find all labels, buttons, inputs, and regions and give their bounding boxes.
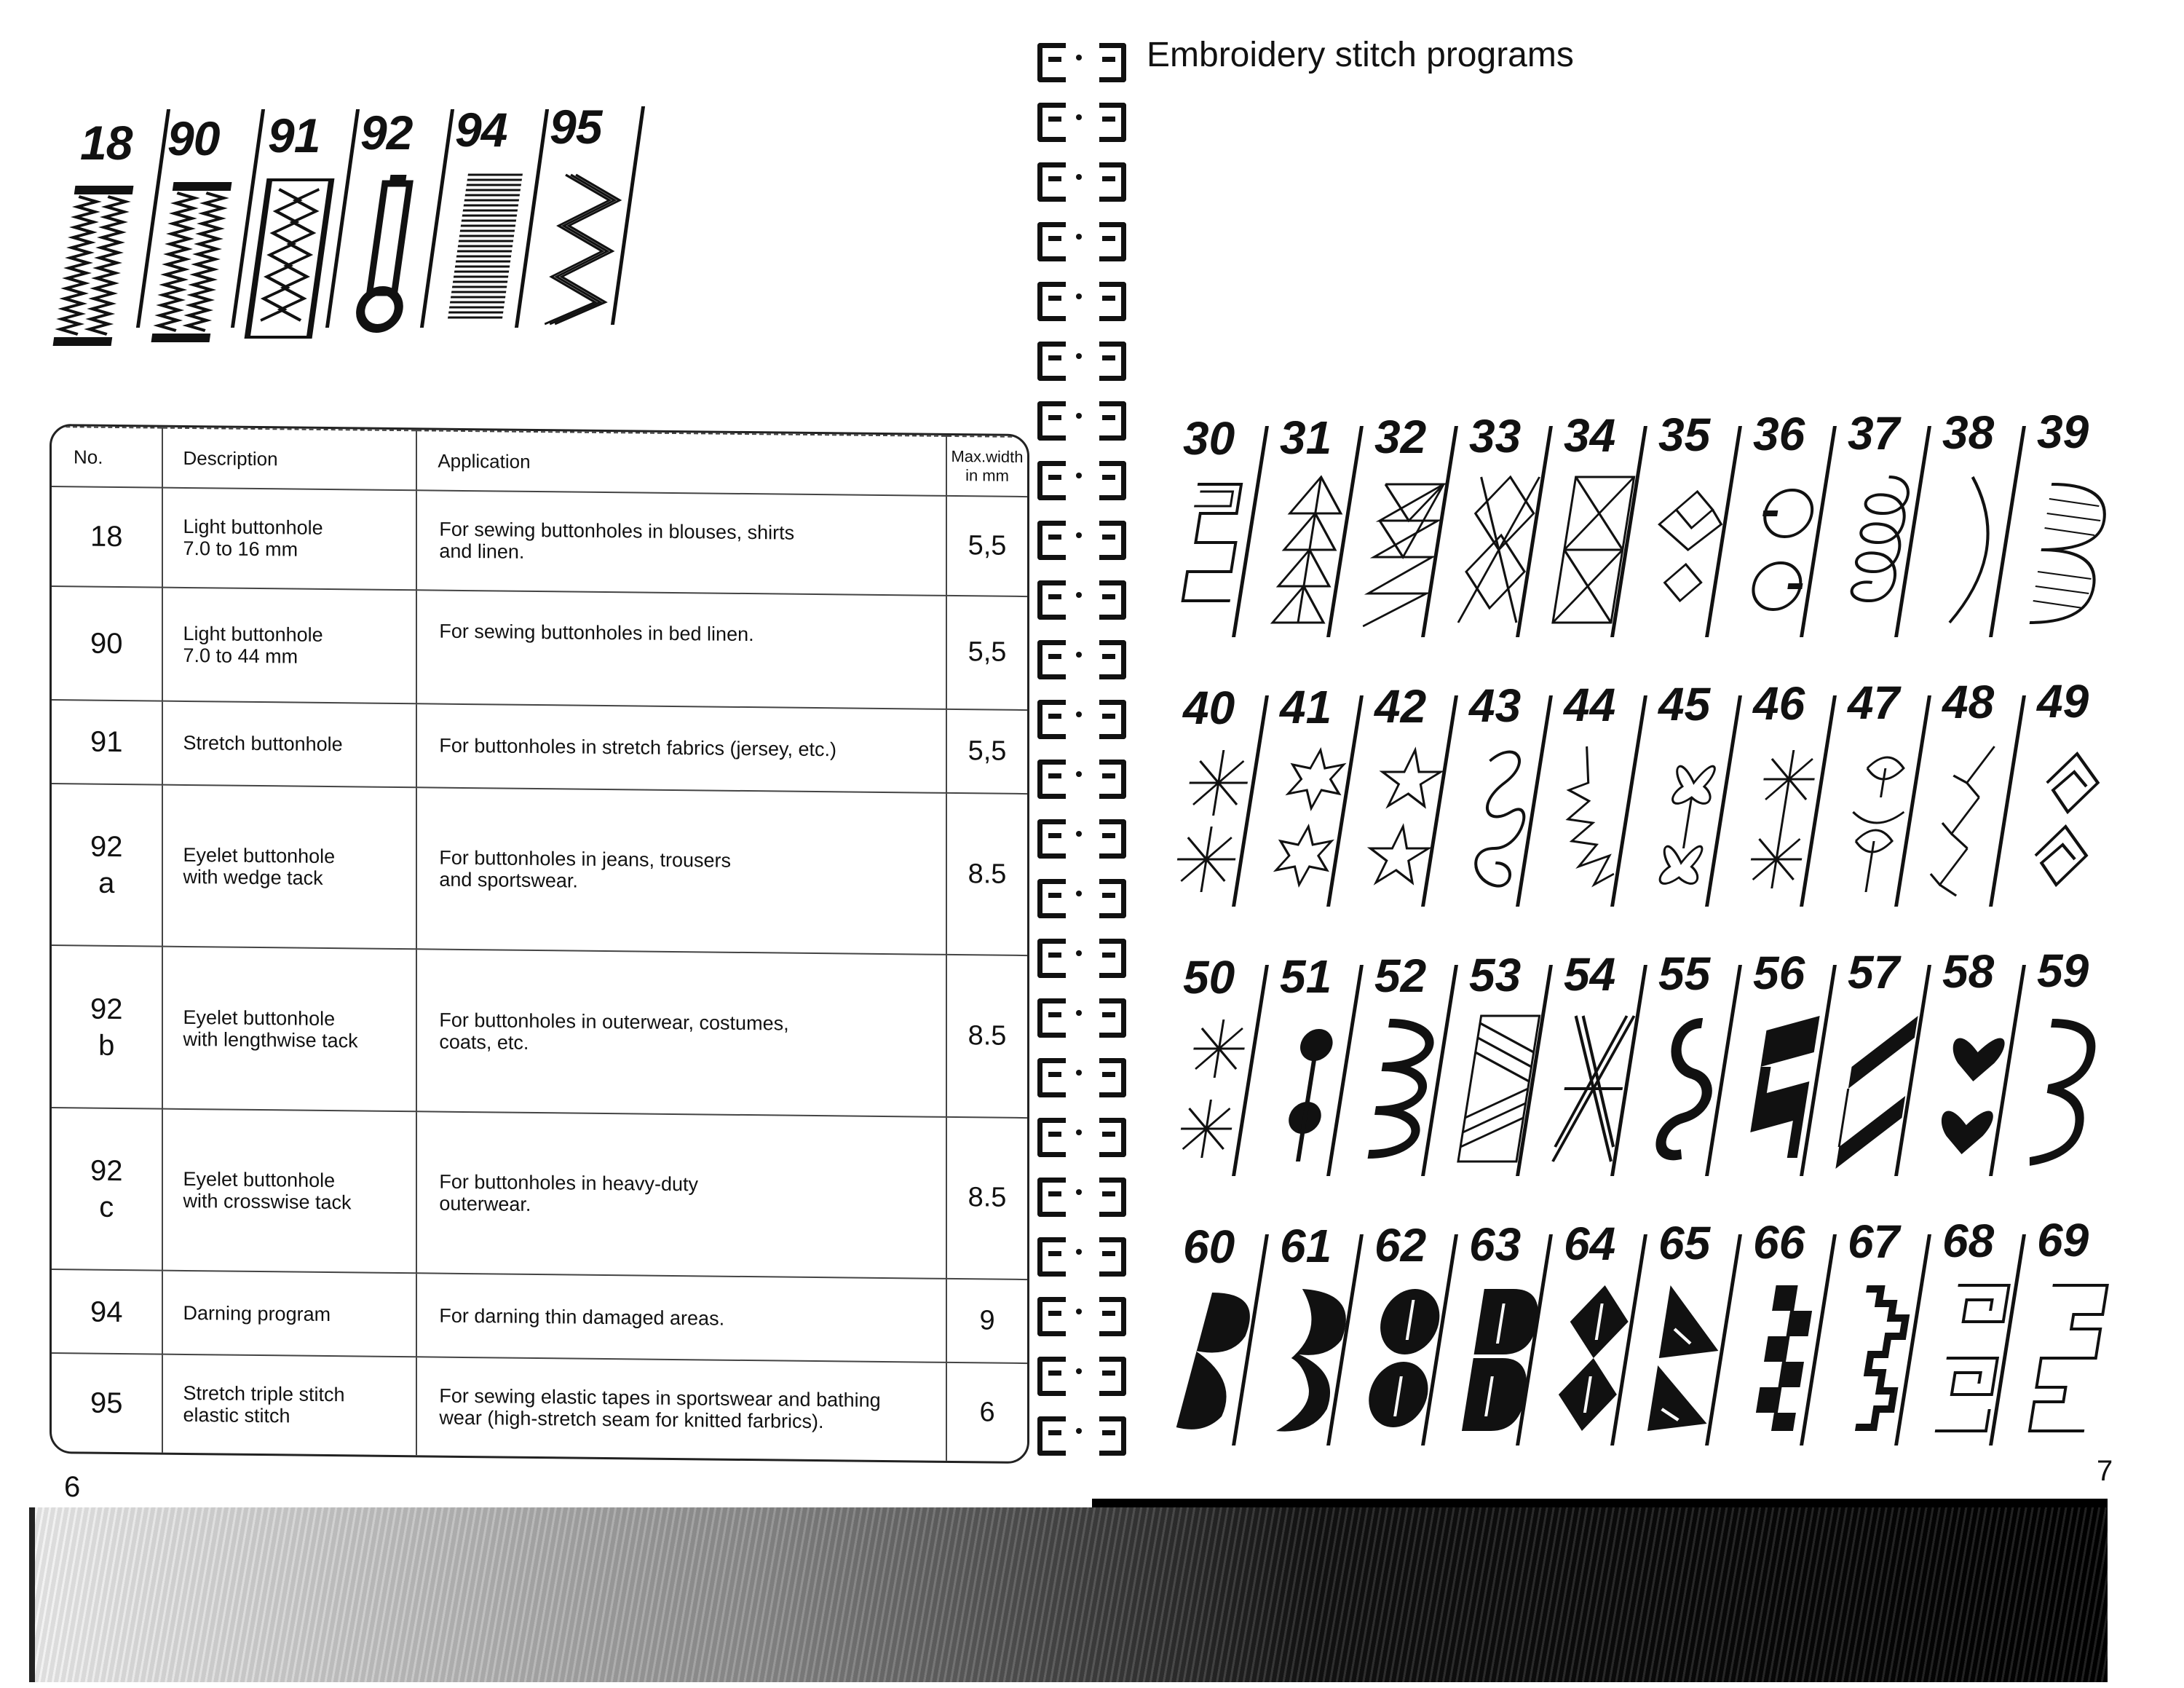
embroidery-row-4: [1165, 1214, 2184, 1460]
stitch-pattern-icon: [1445, 470, 1551, 637]
stitch-number: 59: [2037, 944, 2089, 997]
stitch-pattern-icon: [1540, 1278, 1646, 1446]
stitch-number: 63: [1469, 1218, 1522, 1271]
row-description: Light buttonhole: [183, 622, 323, 646]
table-row: [52, 1353, 1027, 1462]
stitch-pattern-icon: [1159, 470, 1265, 637]
row-number: 92: [90, 830, 123, 864]
row-description-detail: with lengthwise tack: [183, 1028, 358, 1052]
row-max-width: 9: [946, 1279, 1027, 1364]
darning-program-icon: [439, 171, 531, 331]
buttonhole-stretch-icon: [244, 178, 336, 339]
binding-ring: [1034, 100, 1143, 138]
table-row: [52, 945, 1027, 1117]
stitch-number: 66: [1753, 1216, 1805, 1269]
binding-ring: [1034, 458, 1143, 496]
row-application: For sewing buttonholes in bed linen.: [439, 620, 754, 645]
row-number: 90: [90, 627, 123, 660]
stitch-pattern-icon: [1918, 739, 2025, 907]
binding-ring: [1034, 876, 1143, 914]
page-number-left: 6: [64, 1471, 81, 1503]
stitch-pattern-icon: [2013, 1009, 2119, 1176]
binding-ring: [1034, 398, 1143, 436]
eyelet-buttonhole-icon: [342, 175, 434, 335]
binding-ring: [1034, 219, 1143, 257]
row-application: For sewing buttonholes in blouses, shirts: [439, 518, 795, 545]
header-description: Description: [162, 428, 417, 491]
stitch-pattern-icon: [1634, 1009, 1741, 1176]
stitch-number: 38: [1942, 406, 1995, 459]
binding-ring: [1034, 816, 1143, 854]
row-application-cont: outerwear.: [439, 1192, 531, 1215]
binding-ring: [1034, 1234, 1143, 1272]
stitch-number: 45: [1658, 678, 1711, 730]
stitch-pattern-icon: [1350, 1009, 1457, 1176]
stitch-pattern-icon: [1159, 1278, 1265, 1446]
program-number: 90: [167, 111, 220, 165]
stitch-pattern-icon: [1824, 1278, 1930, 1446]
program-number: 18: [80, 116, 132, 170]
program-number: 94: [455, 103, 507, 157]
buttonhole-light-16-icon: [47, 186, 139, 346]
binding-ring: [1034, 1413, 1143, 1451]
stitch-pattern-icon: [1256, 1278, 1362, 1446]
stitch-pattern-icon: [1159, 1009, 1265, 1176]
table-row: [52, 1108, 1027, 1279]
stitch-pattern-icon: [2013, 1278, 2119, 1446]
stitch-number: 44: [1564, 679, 1616, 731]
stitch-number: 49: [2037, 675, 2089, 727]
stitch-number: 64: [1564, 1218, 1616, 1270]
row-description-detail: 7.0 to 44 mm: [183, 644, 298, 668]
stitch-number: 57: [1848, 946, 1900, 998]
program-number: 95: [550, 100, 602, 154]
stitch-pattern-icon: [1634, 1278, 1741, 1446]
stitch-number: 36: [1753, 408, 1805, 460]
row-number: 18: [90, 520, 123, 553]
stitch-number: 40: [1183, 682, 1235, 734]
row-number-suffix: b: [98, 1029, 115, 1062]
binding-ring: [1034, 159, 1143, 197]
stitch-number: 69: [2037, 1214, 2089, 1266]
row-application-cont: wear (high-stretch seam for knitted farbrics).: [439, 1406, 824, 1433]
stitch-pattern-icon: [1256, 739, 1362, 907]
stitch-pattern-icon: [2013, 739, 2119, 907]
row-max-width: 5,5: [946, 496, 1027, 596]
header-max-width: [946, 436, 1027, 497]
stitch-pattern-icon: [1634, 470, 1741, 637]
stitch-pattern-icon: [2013, 470, 2119, 637]
row-description: Light buttonhole: [183, 516, 323, 540]
stitch-number: 65: [1658, 1217, 1711, 1269]
row-number-suffix: c: [99, 1191, 114, 1223]
spiral-binding: [1034, 40, 1143, 1467]
stitch-pattern-icon: [1634, 739, 1741, 907]
binding-ring: [1034, 1354, 1143, 1392]
stitch-pattern-icon: [1350, 1278, 1457, 1446]
stitch-number: 56: [1753, 947, 1805, 999]
row-application: For sewing elastic tapes in sportswear and bathing: [439, 1384, 881, 1412]
row-application: For buttonholes in jeans, trousers: [439, 846, 732, 872]
stitch-number: 30: [1183, 412, 1235, 465]
page-title: Embroidery stitch programs: [1147, 36, 1574, 74]
binding-ring: [1034, 339, 1143, 376]
row-description: Eyelet buttonhole: [183, 844, 336, 868]
table-row: [52, 700, 1027, 794]
page-number-right: 7: [2097, 1455, 2113, 1487]
row-max-width: 8.5: [946, 955, 1027, 1117]
row-number: 94: [90, 1295, 123, 1328]
stitch-pattern-icon: [1729, 470, 1835, 637]
stitch-pattern-icon: [1824, 1009, 1930, 1176]
stitch-pattern-icon: [1824, 739, 1930, 907]
stitch-number: 34: [1564, 409, 1616, 462]
stitch-number: 39: [2037, 406, 2089, 458]
stitch-number: 42: [1374, 680, 1427, 733]
stitch-pattern-icon: [1445, 739, 1551, 907]
table-row: [52, 486, 1027, 596]
row-max-width: 5,5: [946, 709, 1027, 794]
stitch-pattern-icon: [1824, 470, 1930, 637]
row-description: Eyelet buttonhole: [183, 1006, 336, 1030]
row-description: Darning program: [183, 1301, 331, 1325]
stitch-number: 61: [1280, 1220, 1332, 1272]
program-number: 91: [268, 109, 320, 162]
scan-shadow: [29, 1507, 2108, 1682]
row-number-suffix: a: [98, 867, 115, 900]
row-application: For buttonholes in heavy-duty: [439, 1170, 699, 1196]
stitch-number: 68: [1942, 1215, 1995, 1267]
header-no: No.: [52, 427, 162, 488]
stitch-pattern-icon: [1256, 1009, 1362, 1176]
binding-ring: [1034, 518, 1143, 556]
stitch-number: 50: [1183, 951, 1235, 1003]
stitch-number: 55: [1658, 947, 1711, 1000]
table-row: [52, 1269, 1027, 1363]
row-max-width: 6: [946, 1362, 1027, 1462]
stitch-number: 58: [1942, 945, 1995, 998]
stitch-pattern-icon: [1729, 739, 1835, 907]
binding-ring: [1034, 577, 1143, 615]
stitch-number: 52: [1374, 950, 1427, 1002]
stitch-pattern-icon: [1729, 1009, 1835, 1176]
stitch-number: 60: [1183, 1220, 1235, 1273]
row-description-detail: 7.0 to 16 mm: [183, 537, 298, 561]
stitch-pattern-icon: [1350, 470, 1457, 637]
binding-ring: [1034, 1294, 1143, 1332]
row-number: 92: [90, 993, 123, 1025]
binding-ring: [1034, 637, 1143, 675]
stitch-number: 43: [1469, 679, 1522, 732]
buttonhole-light-44-icon: [146, 182, 237, 342]
scan-edge: [29, 1507, 35, 1682]
embroidery-row-2: [1165, 675, 2184, 921]
row-number: 91: [90, 726, 123, 759]
stitch-number: 32: [1374, 411, 1427, 463]
stitch-number: 31: [1280, 411, 1332, 464]
binding-ring: [1034, 757, 1143, 794]
row-number: 92: [90, 1154, 123, 1187]
row-max-width: 8.5: [946, 1117, 1027, 1279]
binding-ring: [1034, 279, 1143, 317]
row-application: For buttonholes in outerwear, costumes,: [439, 1009, 789, 1035]
stitch-pattern-icon: [1918, 470, 2025, 637]
row-max-width: 5,5: [946, 596, 1027, 710]
row-description: Stretch triple stitch: [183, 1382, 345, 1406]
stitch-number: 62: [1374, 1219, 1427, 1271]
stitch-pattern-icon: [1159, 739, 1265, 907]
row-application: For darning thin damaged areas.: [439, 1304, 725, 1330]
buttonhole-program-strip: [51, 95, 648, 342]
binding-ring: [1034, 697, 1143, 735]
row-description: Stretch buttonhole: [183, 732, 343, 756]
binding-ring: [1034, 1115, 1143, 1153]
stitch-number: 41: [1280, 681, 1332, 733]
stitch-pattern-icon: [1445, 1278, 1551, 1446]
binding-ring: [1034, 1055, 1143, 1093]
stitch-number: 33: [1469, 410, 1522, 462]
row-number: 95: [90, 1387, 123, 1420]
row-application-cont: and linen.: [439, 540, 525, 564]
header-max-width-line1: Max.width: [951, 446, 1024, 467]
row-application-cont: and sportswear.: [439, 868, 578, 892]
stitch-number: 35: [1658, 409, 1711, 461]
binding-ring: [1034, 936, 1143, 974]
row-description-detail: with crosswise tack: [183, 1189, 352, 1214]
stitch-pattern-icon: [1540, 470, 1646, 637]
buttonhole-specification-table: [50, 424, 1029, 1464]
table-row: [52, 586, 1027, 710]
stitch-number: 47: [1848, 677, 1900, 729]
stitch-number: 54: [1564, 948, 1616, 1001]
row-description-detail: elastic stitch: [183, 1404, 290, 1427]
stitch-pattern-icon: [1256, 470, 1362, 637]
stitch-pattern-icon: [1918, 1009, 2025, 1176]
binding-ring: [1034, 1175, 1143, 1212]
row-description-detail: with wedge tack: [183, 866, 323, 890]
stitch-number: 48: [1942, 676, 1995, 728]
stitch-pattern-icon: [1540, 1009, 1646, 1176]
binding-ring: [1034, 40, 1143, 78]
stitch-pattern-icon: [1350, 739, 1457, 907]
header-application: Application: [416, 430, 946, 496]
header-max-width-line2: in mm: [965, 466, 1009, 485]
binding-ring: [1034, 995, 1143, 1033]
table-row: [52, 784, 1027, 955]
stitch-pattern-icon: [1918, 1278, 2025, 1446]
program-number: 92: [360, 106, 413, 159]
stitch-pattern-icon: [1729, 1278, 1835, 1446]
stitch-number: 53: [1469, 949, 1522, 1001]
stitch-number: 46: [1753, 677, 1805, 730]
row-max-width: 8.5: [946, 793, 1027, 955]
embroidery-row-3: [1165, 944, 2184, 1191]
row-application-cont: coats, etc.: [439, 1030, 529, 1054]
stitch-number: 67: [1848, 1215, 1900, 1268]
stitch-pattern-icon: [1445, 1009, 1551, 1176]
stitch-pattern-icon: [1540, 739, 1646, 907]
row-description: Eyelet buttonhole: [183, 1167, 336, 1191]
embroidery-row-1: [1165, 406, 2184, 652]
stitch-number: 51: [1280, 950, 1332, 1003]
stitch-number: 37: [1848, 407, 1900, 460]
row-application: For buttonholes in stretch fabrics (jersey, etc.): [439, 735, 837, 761]
